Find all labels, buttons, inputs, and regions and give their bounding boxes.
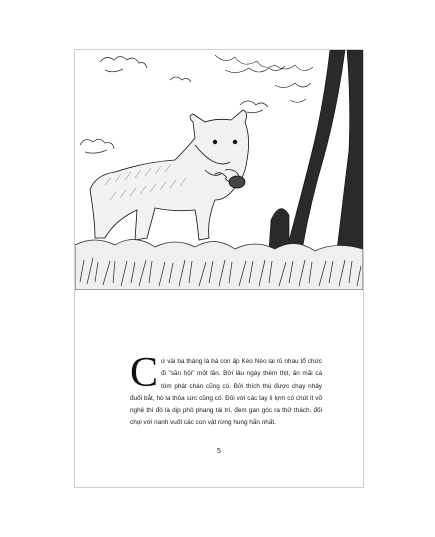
book-page	[74, 49, 364, 488]
story-paragraph	[130, 350, 322, 430]
dropcap-letter: C	[130, 350, 159, 396]
warthog-illustration	[75, 50, 363, 290]
warthog-in-grass-icon	[75, 50, 363, 290]
page-number: 5	[217, 448, 221, 455]
paragraph-body: ứ vài ba tháng là bà con ấp Kéo Nèo lại rủ nhau tổ chức đi "săn hội" một lần. Bởi lâu ngày thèm thịt, ăn mãi cá tôm phát chán cũng có. Bởi thích thú được chạy nhảy đuổi bắt, hò la thỏa sức cũng có. Đối với các tay lì lợm có chút ít võ nghệ thì đó là dịp phô phang tài trí, đem gan góc ra thử thách, đối chọi với nanh vuốt các con vật rừng hung hãn nhất.	[130, 358, 322, 427]
